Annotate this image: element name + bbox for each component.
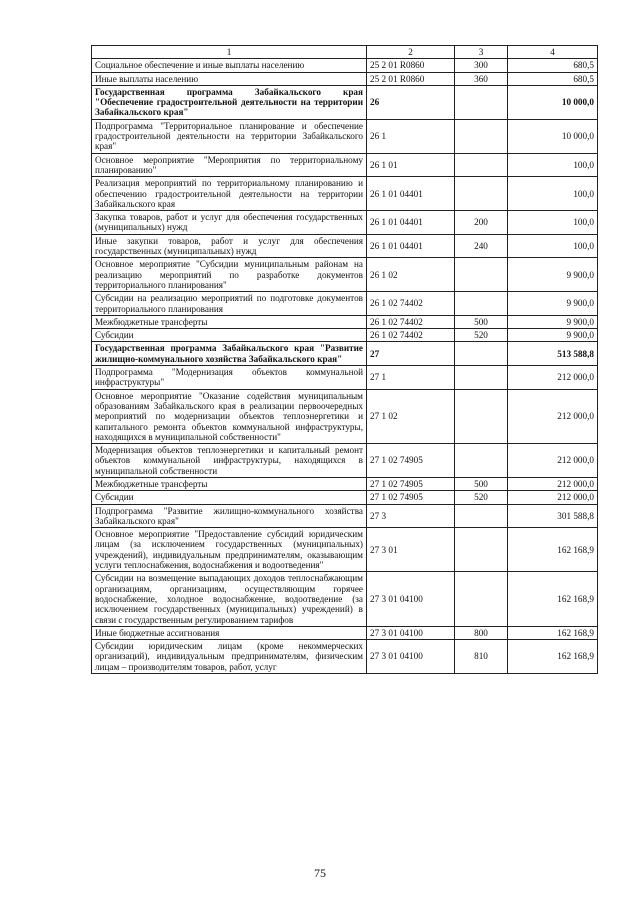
cell-code: 26 1 01 04401	[367, 234, 455, 258]
cell-name: Подпрограмма "Территориальное планирование и обеспечение градостроительной деятельности на территории Забайкальского края"	[92, 119, 367, 153]
cell-code: 27 1 02 74905	[367, 444, 455, 478]
cell-sum: 212 000,0	[508, 477, 598, 490]
cell-code: 27 1 02	[367, 389, 455, 443]
cell-sum: 100,0	[508, 234, 598, 258]
cell-name: Основное мероприятие "Оказание содействия муниципальным образованиям Забайкальского края в реализации первоочередных мероприятий по модернизации объектов теплоэнергетики и капитального ремонта объектов коммунальной инфраструктуры, находящихся в муниципальной собственности"	[92, 389, 367, 443]
cell-name: Социальное обеспечение и иные выплаты населению	[92, 59, 367, 72]
cell-type: 810	[455, 640, 508, 674]
cell-type: 500	[455, 477, 508, 490]
cell-type: 800	[455, 626, 508, 639]
budget-table	[91, 45, 598, 674]
cell-code: 27 3 01	[367, 528, 455, 572]
cell-sum: 9 900,0	[508, 315, 598, 328]
cell-type: 200	[455, 211, 508, 235]
cell-type	[455, 292, 508, 316]
budget-table-body	[92, 46, 598, 674]
cell-type	[455, 342, 508, 366]
table-row	[92, 342, 598, 366]
cell-code: 26 1	[367, 119, 455, 153]
cell-name: Закупка товаров, работ и услуг для обеспечения государственных (муниципальных) нужд	[92, 211, 367, 235]
cell-type	[455, 528, 508, 572]
cell-sum: 100,0	[508, 177, 598, 211]
cell-type	[455, 366, 508, 390]
cell-name: Иные закупки товаров, работ и услуг для обеспечения государственных (муниципальных) нужд	[92, 234, 367, 258]
cell-type: 500	[455, 315, 508, 328]
cell-sum: 212 000,0	[508, 491, 598, 504]
table-row	[92, 211, 598, 235]
cell-sum: 9 900,0	[508, 329, 598, 342]
cell-type	[455, 177, 508, 211]
table-row	[92, 119, 598, 153]
table-row	[92, 572, 598, 626]
cell-type	[455, 389, 508, 443]
cell-name: Субсидии	[92, 329, 367, 342]
table-row	[92, 258, 598, 292]
cell-name: Иные выплаты населению	[92, 72, 367, 85]
header-cell-2: 2	[367, 46, 455, 59]
header-cell-4: 4	[508, 46, 598, 59]
cell-type	[455, 153, 508, 177]
table-row	[92, 329, 598, 342]
cell-name: Субсидии	[92, 491, 367, 504]
table-row	[92, 292, 598, 316]
cell-code: 27	[367, 342, 455, 366]
cell-code: 27 1	[367, 366, 455, 390]
cell-sum: 10 000,0	[508, 85, 598, 119]
table-row	[92, 153, 598, 177]
cell-type	[455, 572, 508, 626]
cell-type: 520	[455, 491, 508, 504]
cell-name: Межбюджетные трансферты	[92, 477, 367, 490]
table-row	[92, 477, 598, 490]
cell-code: 26	[367, 85, 455, 119]
table-row	[92, 444, 598, 478]
cell-code: 26 1 02	[367, 258, 455, 292]
cell-code: 25 2 01 R0860	[367, 72, 455, 85]
cell-type: 520	[455, 329, 508, 342]
cell-name: Реализация мероприятий по территориальному планированию и обеспечению градостроительной деятельности на территории Забайкальского края	[92, 177, 367, 211]
cell-name: Иные бюджетные ассигнования	[92, 626, 367, 639]
cell-type	[455, 85, 508, 119]
cell-sum: 162 168,9	[508, 528, 598, 572]
cell-name: Подпрограмма "Развитие жилищно-коммунального хозяйства Забайкальского края"	[92, 504, 367, 528]
cell-name: Межбюджетные трансферты	[92, 315, 367, 328]
table-row	[92, 59, 598, 72]
table-row	[92, 234, 598, 258]
cell-code: 26 1 02 74402	[367, 292, 455, 316]
header-cell-3: 3	[455, 46, 508, 59]
cell-code: 27 3 01 04100	[367, 640, 455, 674]
cell-sum: 680,5	[508, 72, 598, 85]
cell-name: Модернизация объектов теплоэнергетики и капитальный ремонт объектов коммунальной инфраструктуры, находящихся в муниципальной собственности	[92, 444, 367, 478]
cell-code: 27 1 02 74905	[367, 477, 455, 490]
cell-name: Субсидии юридическим лицам (кроме некоммерческих организаций), индивидуальным предпринимателям, физическим лицам – производителям товаров, работ, услуг	[92, 640, 367, 674]
cell-sum: 9 900,0	[508, 258, 598, 292]
cell-code: 26 1 02 74402	[367, 329, 455, 342]
cell-name: Государственная программа Забайкальского края "Обеспечение градостроительной деятельности на территории Забайкальского края"	[92, 85, 367, 119]
table-row	[92, 315, 598, 328]
table-row	[92, 177, 598, 211]
table-row	[92, 528, 598, 572]
cell-type: 360	[455, 72, 508, 85]
page-number: 75	[314, 866, 326, 880]
cell-sum: 10 000,0	[508, 119, 598, 153]
cell-code: 27 3 01 04100	[367, 572, 455, 626]
cell-sum: 162 168,9	[508, 572, 598, 626]
cell-code: 27 1 02 74905	[367, 491, 455, 504]
cell-name: Субсидии на возмещение выпадающих доходов теплоснабжающим организациям, организациям, осуществляющим горячее водоснабжение, холодное водоснабжение, водоотведение (за исключением государственных (муниципальных) учреждений) в связи с государственным регулированием тарифов	[92, 572, 367, 626]
cell-sum: 212 000,0	[508, 444, 598, 478]
cell-name: Государственная программа Забайкальского края "Развитие жилищно-коммунального хозяйства Забайкальского края"	[92, 342, 367, 366]
table-header-row	[92, 46, 598, 59]
header-cell-1: 1	[92, 46, 367, 59]
cell-sum: 301 588,8	[508, 504, 598, 528]
cell-type	[455, 504, 508, 528]
table-row	[92, 72, 598, 85]
cell-name: Основное мероприятие "Мероприятия по территориальному планированию"	[92, 153, 367, 177]
cell-sum: 162 168,9	[508, 626, 598, 639]
cell-code: 27 3 01 04100	[367, 626, 455, 639]
table-row	[92, 504, 598, 528]
cell-type	[455, 444, 508, 478]
cell-code: 26 1 01	[367, 153, 455, 177]
cell-sum: 100,0	[508, 211, 598, 235]
cell-type	[455, 119, 508, 153]
table-row	[92, 491, 598, 504]
table-row	[92, 626, 598, 639]
cell-sum: 212 000,0	[508, 389, 598, 443]
cell-code: 27 3	[367, 504, 455, 528]
cell-code: 26 1 02 74402	[367, 315, 455, 328]
cell-sum: 513 588,8	[508, 342, 598, 366]
table-row	[92, 640, 598, 674]
cell-code: 25 2 01 R0860	[367, 59, 455, 72]
cell-name: Субсидии на реализацию мероприятий по подготовке документов территориального планирования	[92, 292, 367, 316]
cell-type: 240	[455, 234, 508, 258]
budget-table-container	[91, 45, 597, 674]
cell-code: 26 1 01 04401	[367, 177, 455, 211]
table-row	[92, 85, 598, 119]
cell-sum: 680,5	[508, 59, 598, 72]
cell-name: Подпрограмма "Модернизация объектов коммунальной инфраструктуры"	[92, 366, 367, 390]
cell-type: 300	[455, 59, 508, 72]
cell-sum: 9 900,0	[508, 292, 598, 316]
table-row	[92, 389, 598, 443]
cell-sum: 212 000,0	[508, 366, 598, 390]
cell-name: Основное мероприятие "Субсидии муниципальным районам на реализацию мероприятий по разработке документов территориального планирования"	[92, 258, 367, 292]
cell-sum: 162 168,9	[508, 640, 598, 674]
cell-code: 26 1 01 04401	[367, 211, 455, 235]
table-row	[92, 366, 598, 390]
cell-type	[455, 258, 508, 292]
cell-sum: 100,0	[508, 153, 598, 177]
cell-name: Основное мероприятие "Предоставление субсидий юридическим лицам (за исключением государственных (муниципальных) учреждений), индивидуальным предпринимателям, оказывающим услуги теплоснабжения, водоснабжения и водоотведения"	[92, 528, 367, 572]
